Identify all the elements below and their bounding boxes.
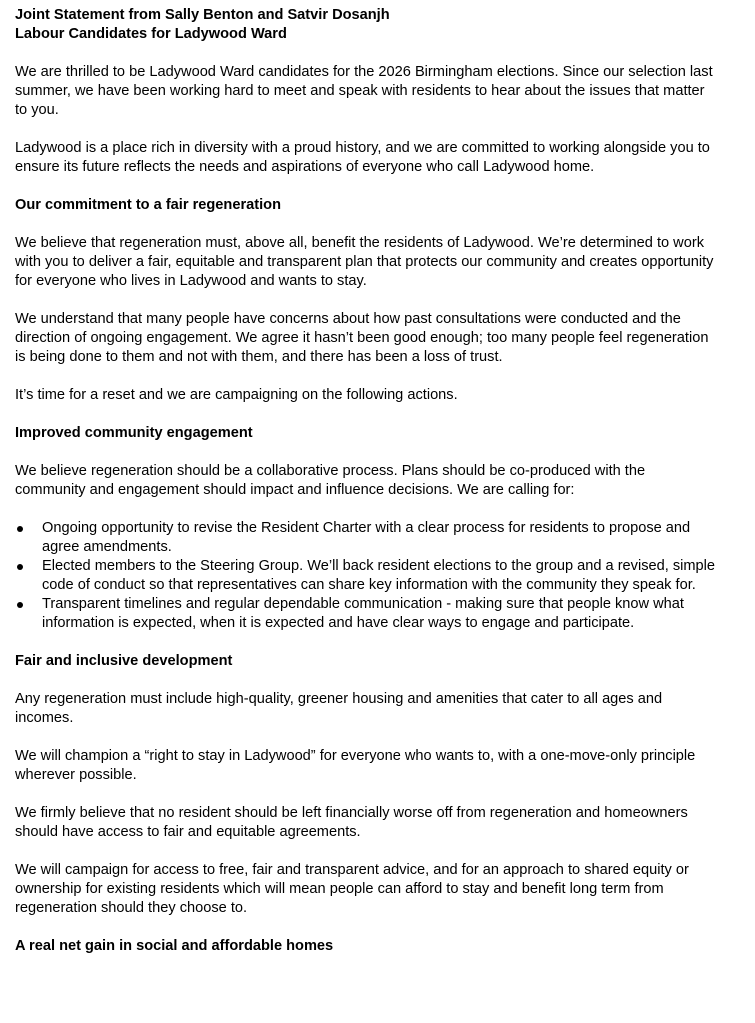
list-item (15, 557, 715, 595)
paragraph: Any regeneration must include high-quality, greener housing and amenities that cater to all ages and incomes. (15, 691, 663, 726)
intro-paragraph: Ladywood is a place rich in diversity with a proud history, and we are committed to working alongside you to ensure its future reflects the needs and aspirations of everyone who call Ladywood home. (15, 140, 710, 175)
section-community-engagement (15, 424, 715, 633)
document-title (15, 6, 715, 44)
paragraph: We will champion a “right to stay in Ladywood” for everyone who wants to, with a one-move-only principle wherever possible. (15, 748, 696, 783)
paragraph: We believe regeneration should be a collaborative process. Plans should be co-produced with the community and engagement should impact and influence decisions. We are calling for: (15, 463, 646, 498)
section-fair-regeneration (15, 196, 715, 405)
intro-paragraph: We are thrilled to be Ladywood Ward candidates for the 2026 Birmingham elections. Since our selection last summer, we have been working hard to meet and speak with residents to hear about the issues that matter to you. (15, 64, 713, 118)
paragraph: We will campaign for access to free, fair and transparent advice, and for an approach to shared equity or ownership for existing residents which will mean people can afford to stay and benefit long term from regeneration should they choose to. (15, 862, 689, 916)
paragraph: We firmly believe that no resident should be left financially worse off from regeneration and homeowners should have access to fair and equitable agreements. (15, 805, 688, 840)
paragraph: We understand that many people have concerns about how past consultations were conducted and the direction of ongoing engagement. We agree it hasn’t been good enough; too many people feel regeneration is being done to them and not with them, and there has been a loss of trust. (15, 311, 709, 365)
list-item (15, 519, 715, 557)
list-item-text: Transparent timelines and regular dependable communication - making sure that people know what information is expected, when it is expected and have clear ways to engage and participate. (42, 596, 684, 631)
list-item (15, 595, 715, 633)
title-line-2: Labour Candidates for Ladywood Ward (15, 26, 287, 42)
title-line-1: Joint Statement from Sally Benton and Satvir Dosanjh (15, 7, 390, 23)
bullet-list (15, 519, 715, 633)
section-net-gain-homes (15, 937, 715, 956)
paragraph: We believe that regeneration must, above all, benefit the residents of Ladywood. We’re determined to work with you to deliver a fair, equitable and transparent plan that protects our community and creates opportunity for everyone who lives in Ladywood and wants to stay. (15, 235, 714, 289)
list-item-text: Elected members to the Steering Group. We’ll back resident elections to the group and a revised, simple code of conduct so that representatives can share key information with the community they speak for. (42, 558, 716, 593)
section-heading: Improved community engagement (15, 425, 253, 441)
list-item-text: Ongoing opportunity to revise the Resident Charter with a clear process for residents to propose and agree amendments. (42, 520, 691, 555)
section-heading: Our commitment to a fair regeneration (15, 197, 281, 213)
section-heading: Fair and inclusive development (15, 653, 233, 669)
section-heading: A real net gain in social and affordable homes (15, 938, 334, 954)
paragraph: It’s time for a reset and we are campaigning on the following actions. (15, 387, 458, 403)
section-inclusive-development (15, 652, 715, 918)
